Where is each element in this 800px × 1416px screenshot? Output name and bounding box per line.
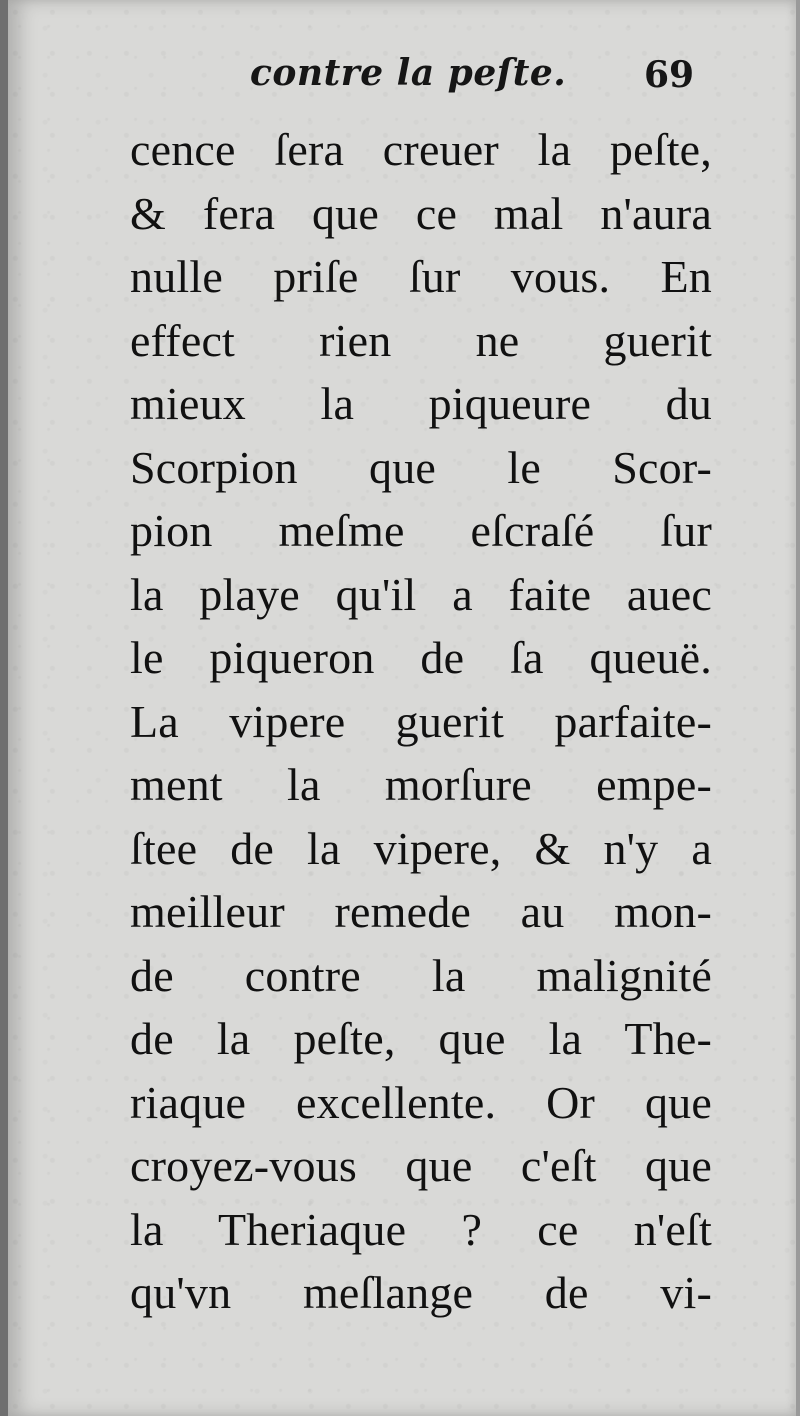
text-line: Scorpion que le Scor- [130,441,712,493]
binding-gutter [0,0,8,1416]
page-header [8,52,796,102]
text-line: ſtee de la vipere, & n'y a [130,822,712,874]
text-line: de la peſte, que la The- [130,1013,712,1064]
text-line: effect rien ne guerit [130,314,712,366]
running-title: contre la peſte. [250,52,567,94]
text-line: de contre la malignité [130,949,712,1001]
text-line: la playe qu'il a faite auec [130,568,712,620]
text-line: qu'vn meſlange de vi- [130,1267,712,1318]
text-line: nulle priſe ſur vous. En [130,251,712,302]
page-number: 69 [644,54,695,96]
text-line: croyez-vous que c'eſt que [130,1140,712,1191]
text-line: ment la morſure empe- [130,759,712,810]
text-line: pion meſme eſcraſé ſur [130,505,712,556]
text-line: le piqueron de ſa queuë. [130,632,712,683]
text-line: la Theriaque ? ce n'eſt [130,1203,712,1255]
book-page [8,0,796,1416]
body-text [130,118,712,1325]
text-line: mieux la piqueure du [130,378,712,429]
text-line: meilleur remede au mon- [130,886,712,937]
text-line: & fera que ce mal n'aura [130,187,712,239]
text-line: riaque excellente. Or que [130,1076,712,1128]
text-line: cence ſera creuer la peſte, [130,124,712,175]
text-line: La vipere guerit parfaite- [130,695,712,747]
